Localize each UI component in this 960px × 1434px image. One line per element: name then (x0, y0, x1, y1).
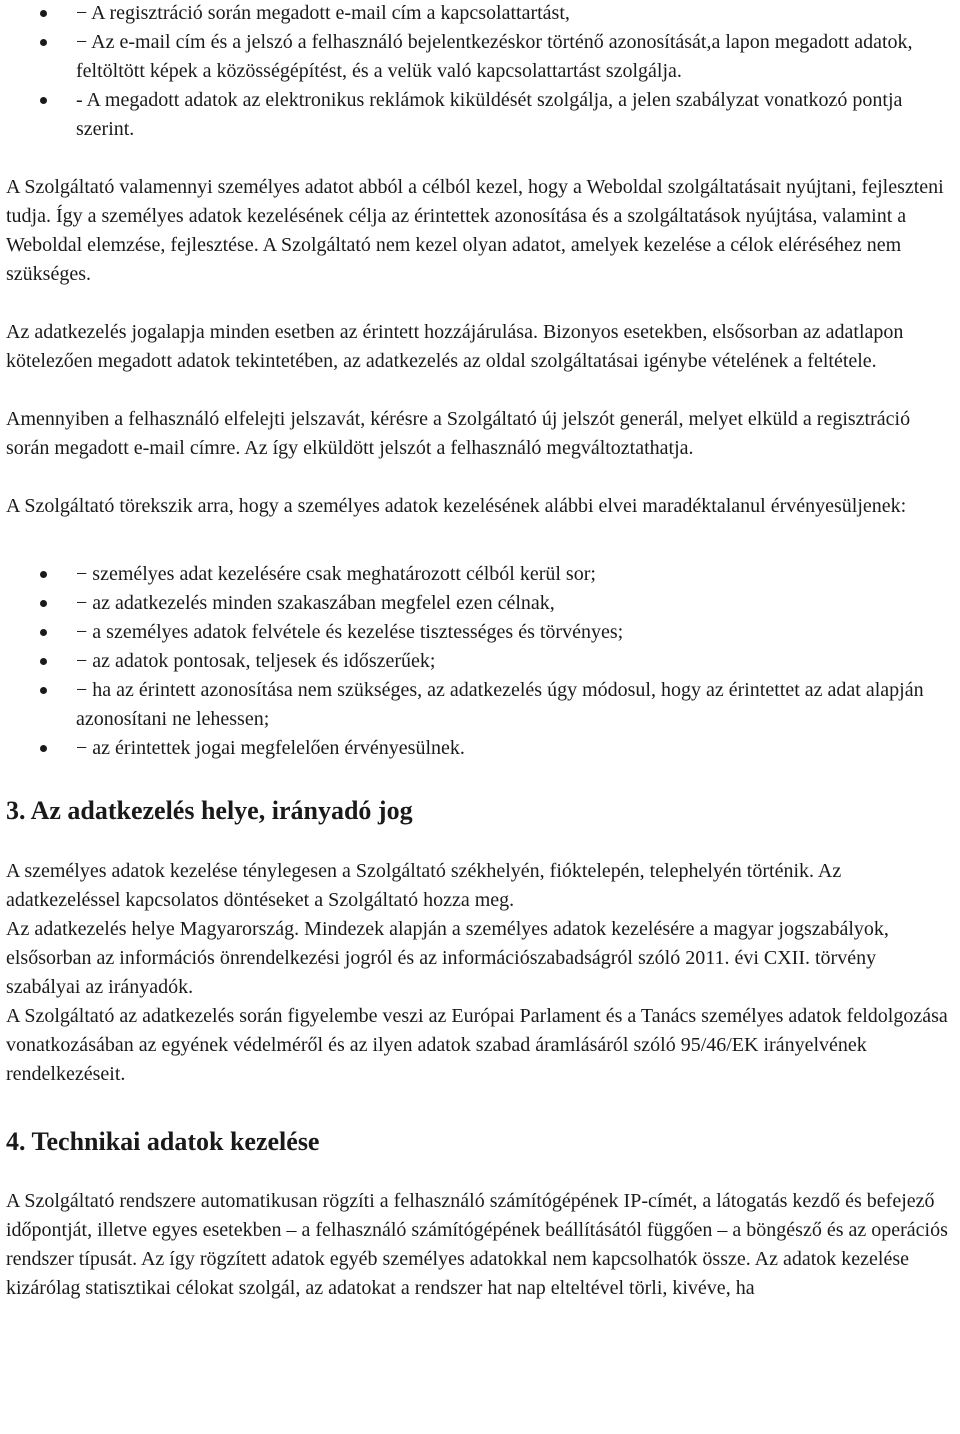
list-item-text: − A regisztráció során megadott e-mail cím a kapcsolattartást, (76, 2, 570, 24)
list-item (0, 0, 960, 28)
section-3-line: A Szolgáltató az adatkezelés során figyelembe veszi az Európai Parlament és a Tanács személyes adatok feldolgozása vonatkozásában az egyének védelméről és az ilyen adatok szabad áramlásáról szóló 95/46/EK irányelvének rendelkezéseit. (6, 1005, 948, 1085)
bullet-icon (40, 629, 47, 636)
list-item-text: - A megadott adatok az elektronikus reklámok kiküldését szolgálja, a jelen szabályzat vonatkozó pontja szerint. (76, 89, 903, 140)
bullet-icon (40, 745, 47, 752)
list-item (0, 589, 960, 618)
list-item-text: − Az e-mail cím és a jelszó a felhasználó bejelentkezéskor történő azonosítását,a lapon megadott adatok, feltöltött képek a közösségépítést, és a velük való kapcsolattartást szolgálja. (76, 31, 913, 82)
principles-list (0, 560, 960, 763)
section-3-line: Az adatkezelés helye Magyarország. Mindezek alapján a személyes adatok kezelésére a magyar jogszabályok, elsősorban az információs önrendelkezési jogról és az információszabadságról szóló 2011. évi CXII. törvény szabályai az irányadók. (6, 918, 889, 998)
purpose-paragraph: A Szolgáltató valamennyi személyes adatot abból a célból kezel, hogy a Weboldal szolgáltatásait nyújtani, fejleszteni tudja. Így a személyes adatok kezelésének célja az érintettek azonosítása és a szolgáltatások nyújtása, valamint a Weboldal elemzése, fejlesztése. A Szolgáltató nem kezel olyan adatot, amelyek kezelése a célok eléréséhez nem szükséges. (6, 176, 944, 285)
list-item-text: − ha az érintett azonosítása nem szükséges, az adatkezelés úgy módosul, hogy az érintettet az adat alapján azonosítani ne lehessen; (76, 679, 924, 730)
list-item (0, 28, 960, 86)
bullet-icon (40, 97, 47, 104)
bullet-icon (40, 10, 47, 17)
list-item (0, 647, 960, 676)
list-item (0, 560, 960, 589)
list-item (0, 86, 960, 144)
list-item-text: − a személyes adatok felvétele és kezelése tisztességes és törvényes; (76, 621, 624, 643)
list-item-text: − az érintettek jogai megfelelően érvényesülnek. (76, 737, 465, 759)
bullet-icon (40, 571, 47, 578)
principles-intro-paragraph: A Szolgáltató törekszik arra, hogy a személyes adatok kezelésének alábbi elvei maradéktalanul érvényesüljenek: (6, 495, 907, 517)
list-item-text: − személyes adat kezelésére csak meghatározott célból kerül sor; (76, 563, 596, 585)
section-4-paragraph: A Szolgáltató rendszere automatikusan rögzíti a felhasználó számítógépének IP-címét, a látogatás kezdő és befejező időpontját, illetve egyes esetekben – a felhasználó számítógépének beállításától függően – a böngésző és az operációs rendszer típusát. Az így rögzített adatok egyéb személyes adatokkal nem kapcsolhatók össze. Az adatok kezelése kizárólag statisztikai célokat szolgál, az adatokat a rendszer hat nap elteltével törli, kivéve, ha (6, 1190, 948, 1299)
list-item (0, 734, 960, 763)
list-item-text: − az adatok pontosak, teljesek és időszerűek; (76, 650, 436, 672)
bullet-icon (40, 658, 47, 665)
section-4-heading: 4. Technikai adatok kezelése (6, 1127, 320, 1156)
bullet-icon (40, 39, 47, 46)
bullet-icon (40, 600, 47, 607)
list-item (0, 676, 960, 734)
bullet-icon (40, 687, 47, 694)
password-paragraph: Amennyiben a felhasználó elfelejti jelszavát, kérésre a Szolgáltató új jelszót generál, melyet elküld a regisztráció során megadott e-mail címre. Az így elküldött jelszót a felhasználó megváltoztathatja. (6, 408, 911, 459)
top-bullet-list (0, 0, 960, 144)
section-3-line: A személyes adatok kezelése ténylegesen a Szolgáltató székhelyén, fióktelepén, telephelyén történik. Az adatkezeléssel kapcsolatos döntéseket a Szolgáltató hozza meg. (6, 860, 842, 911)
section-3-heading: 3. Az adatkezelés helye, irányadó jog (6, 796, 413, 825)
list-item-text: − az adatkezelés minden szakaszában megfelel ezen célnak, (76, 592, 555, 614)
legal-basis-paragraph: Az adatkezelés jogalapja minden esetben az érintett hozzájárulása. Bizonyos esetekben, elsősorban az adatlapon kötelezően megadott adatok tekintetében, az adatkezelés az oldal szolgáltatásai igénybe vételének a feltétele. (6, 321, 904, 372)
list-item (0, 618, 960, 647)
